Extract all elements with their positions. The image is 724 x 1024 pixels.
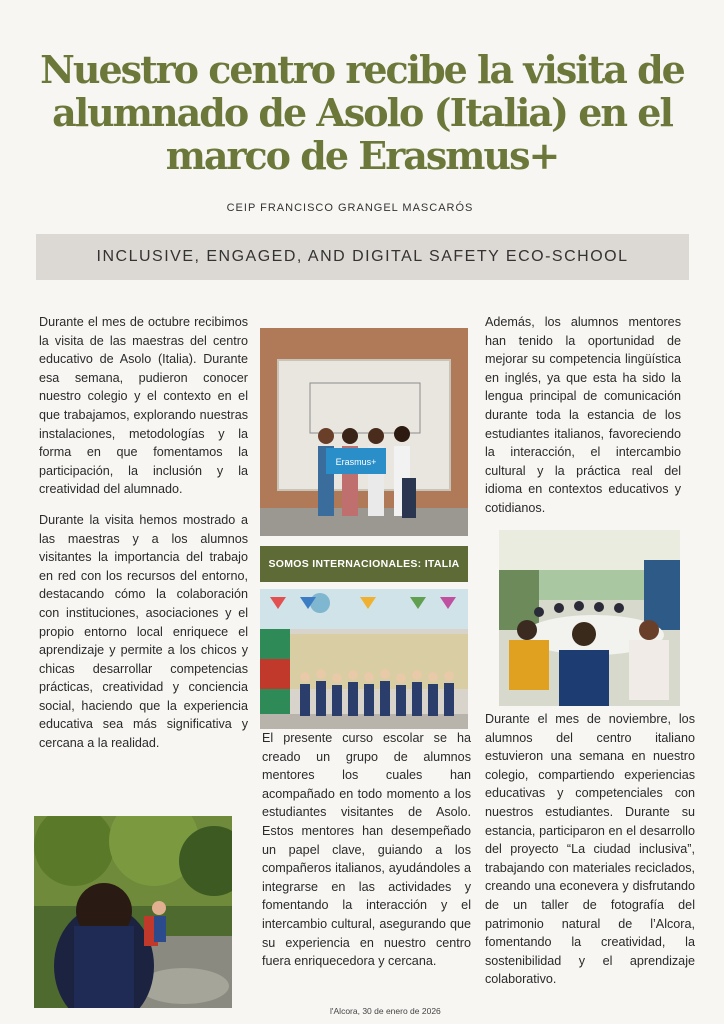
photo-students-table-image [499,530,680,706]
motto-banner: INCLUSIVE, ENGAGED, AND DIGITAL SAFETY ECO-SCHOOL [36,234,689,280]
photo-nature-walk-image [34,816,232,1008]
right-paragraph-2: Durante el mes de noviembre, los alumnos del centro italiano estuvieron una semana en nuestro colegio, compartiendo experiencias educativas y competenciales con nuestros estudiantes. Durante su estancia, participaron en el desarrollo del proyecto “La ciudad inclusiva”, trabajando con materiales reciclados, creando una econevera y disfrutando de un taller de fotografía del patrimonio natural de l’Alcora, fomentando la creatividad, la sostenibilidad y el aprendizaje colaborativo. [485,712,695,987]
photo-students-table [499,530,680,706]
photo-group-classroom-image [260,589,468,729]
right-column-bottom [485,710,695,1001]
right-paragraph-1: Además, los alumnos mentores han tenido la oportunidad de mejorar su competencia lingüística en inglés, ya que esta ha sido la lengua principal de comunicación durante toda la estancia de los estudiantes italianos, favoreciendo la interacción, el intercambio cultural y la práctica real del idioma en contextos educativos y cotidianos. [485,315,681,515]
page-title: Nuestro centro recibe la visita de alumnado de Asolo (Italia) en el marco de Erasmus+ [40,47,684,178]
middle-paragraph-1: El presente curso escolar se ha creado un grupo de alumnos mentores los cuales han acompañado en todo momento a los estudiantes visitantes de Asolo. Estos mentores han desempeñado un papel clave, guiando a los compañeros italianos, ayudándoles a integrarse en las actividades y fomentando la interacción y el intercambio cultural, asegurando que su experiencia en nuestro centro fuera enriquecedora y cercana. [262,731,471,969]
photo-group-classroom [260,589,468,729]
footer-date: l'Alcora, 30 de enero de 2026 [330,1006,441,1016]
caption-international: SOMOS INTERNACIONALES: ITALIA [260,546,468,582]
flag-erasmus-text: Erasmus+ [335,457,377,467]
photo-teachers-erasmus [260,328,468,536]
left-column [39,313,248,765]
left-paragraph-1: Durante el mes de octubre recibimos la visita de las maestras del centro educativo de Asolo (Italia). Durante esa semana, pudieron conocer nuestro colegio y el contexto en el que trabajamos, explorando nuestras instalaciones, metodologías y la forma en que fomentamos la participación, la inclusión y la creatividad del alumnado. [39,315,248,497]
photo-teachers-erasmus-image [260,328,468,536]
school-name: CEIP FRANCISCO GRANGEL MASCARÓS [226,202,474,214]
left-paragraph-2: Durante la visita hemos mostrado a las maestras y a los alumnos visitantes la importancia del trabajo en red con los recursos del entorno, destacando cómo la colaboración con instituciones, asociaciones y el propio entorno local enriquece el aprendizaje y permite a los chicos y chicas desarrollar competencias prácticas, creatividad y conciencia social, haciendo que la experiencia educativa sea más significativa y cercana a la realidad. [39,512,248,751]
photo-nature-walk [34,816,232,1008]
middle-column [262,729,471,983]
right-column-top [485,313,681,530]
